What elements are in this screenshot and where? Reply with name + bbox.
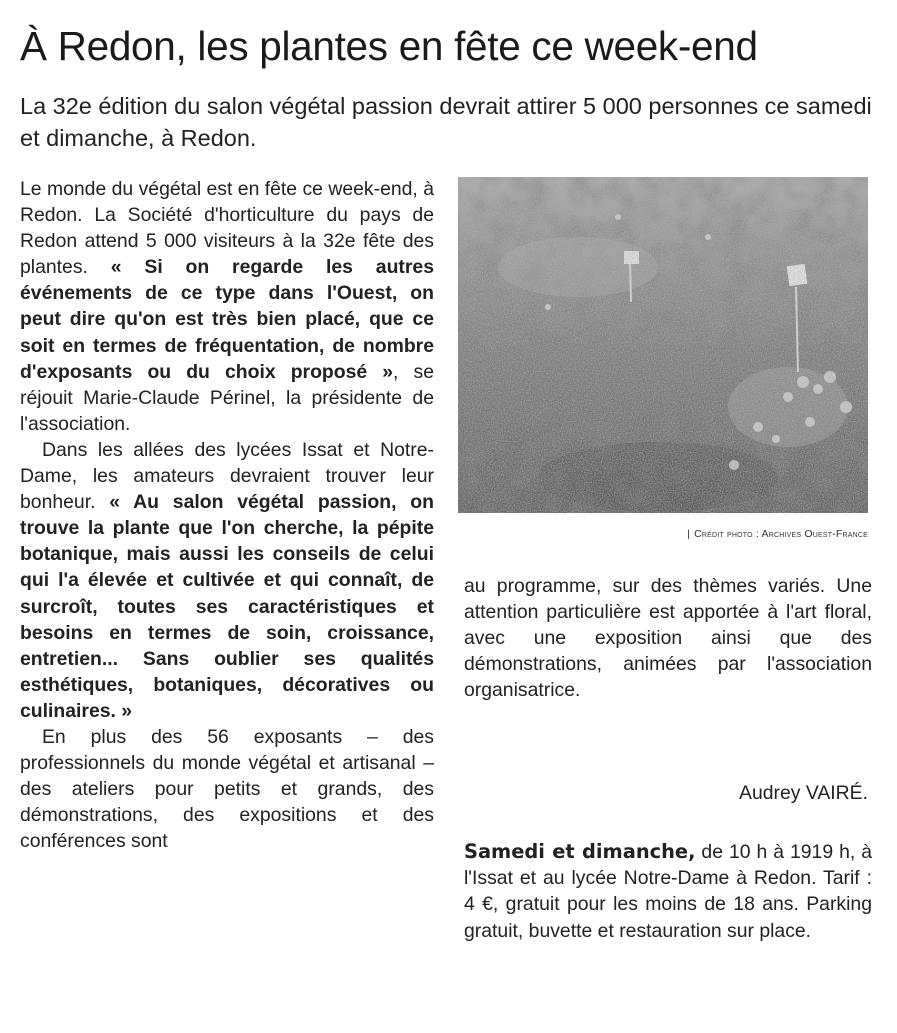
author-signature: Audrey VAIRÉ. <box>739 782 868 804</box>
photo-credit-text: Crédit photo : Archives Ouest-France <box>694 528 868 540</box>
article-photo <box>458 177 868 513</box>
practical-info <box>464 839 872 944</box>
paragraph-1-quote: « Si on regarde les autres événements de ce type dans l'Ouest, on peut dire qu'on est très bien placé, que ce soit en termes de fréquentation, de nombre d'exposants ou du choix proposé » <box>20 256 434 383</box>
practical-info-lead: Samedi et dimanche, <box>464 840 696 863</box>
photo-credit <box>458 528 868 540</box>
paragraph-3-end: au programme, sur des thèmes variés. Une attention particulière est apportée à l'art floral, avec une exposition ainsi que des démonstrations, animées par l'association organisatrice. <box>464 575 872 702</box>
paragraph-1-intro: Le monde du végétal est en fête ce week-end, à Redon. La Société d'horticulture du pays de Redon attend 5 000 visiteurs à la 32e fête des plantes. <box>20 178 434 279</box>
flower-bed-photo <box>458 177 868 513</box>
photo-credit-separator: | <box>687 528 691 540</box>
article-column-right <box>464 573 872 703</box>
paragraph-2-intro: Dans les allées des lycées Issat et Notre-Dame, les amateurs devraient trouver leur bonheur. <box>20 438 434 514</box>
practical-info-text <box>464 839 872 944</box>
article-column-left <box>20 176 434 854</box>
paragraph-1-outro: , se réjouit Marie-Claude Périnel, la présidente de l'association. <box>20 360 434 435</box>
paragraph-3-start: En plus des 56 exposants – des professionnels du monde végétal et artisanal – des ateliers pour petits et grands, des démonstrations, des expositions et des conférences sont <box>20 725 434 853</box>
paragraph-2-quote: « Au salon végétal passion, on trouve la plante que l'on cherche, la pépite botanique, mais aussi les conseils de celui qui l'a élevée et cultivée et qui connaît, de surcroît, toutes ses caractéristiques et besoins en termes de soin, croissance, entretien... Sans oublier ses qualités esthétiques, botaniques, décoratives ou culinaires. » <box>20 491 434 722</box>
paragraph-2 <box>20 437 434 724</box>
lede: La 32e édition du salon végétal passion devrait attirer 5 000 personnes ce samedi et dimanche, à Redon. <box>20 93 872 151</box>
headline: À Redon, les plantes en fête ce week-end <box>20 23 758 69</box>
paragraph-1 <box>20 176 434 437</box>
practical-info-body: de 10 h à 1919 h, à l'Issat et au lycée Notre-Dame à Redon. Tarif : 4 €, gratuit pour les moins de 18 ans. Parking gratuit, buvette et restauration sur place. <box>464 841 873 942</box>
